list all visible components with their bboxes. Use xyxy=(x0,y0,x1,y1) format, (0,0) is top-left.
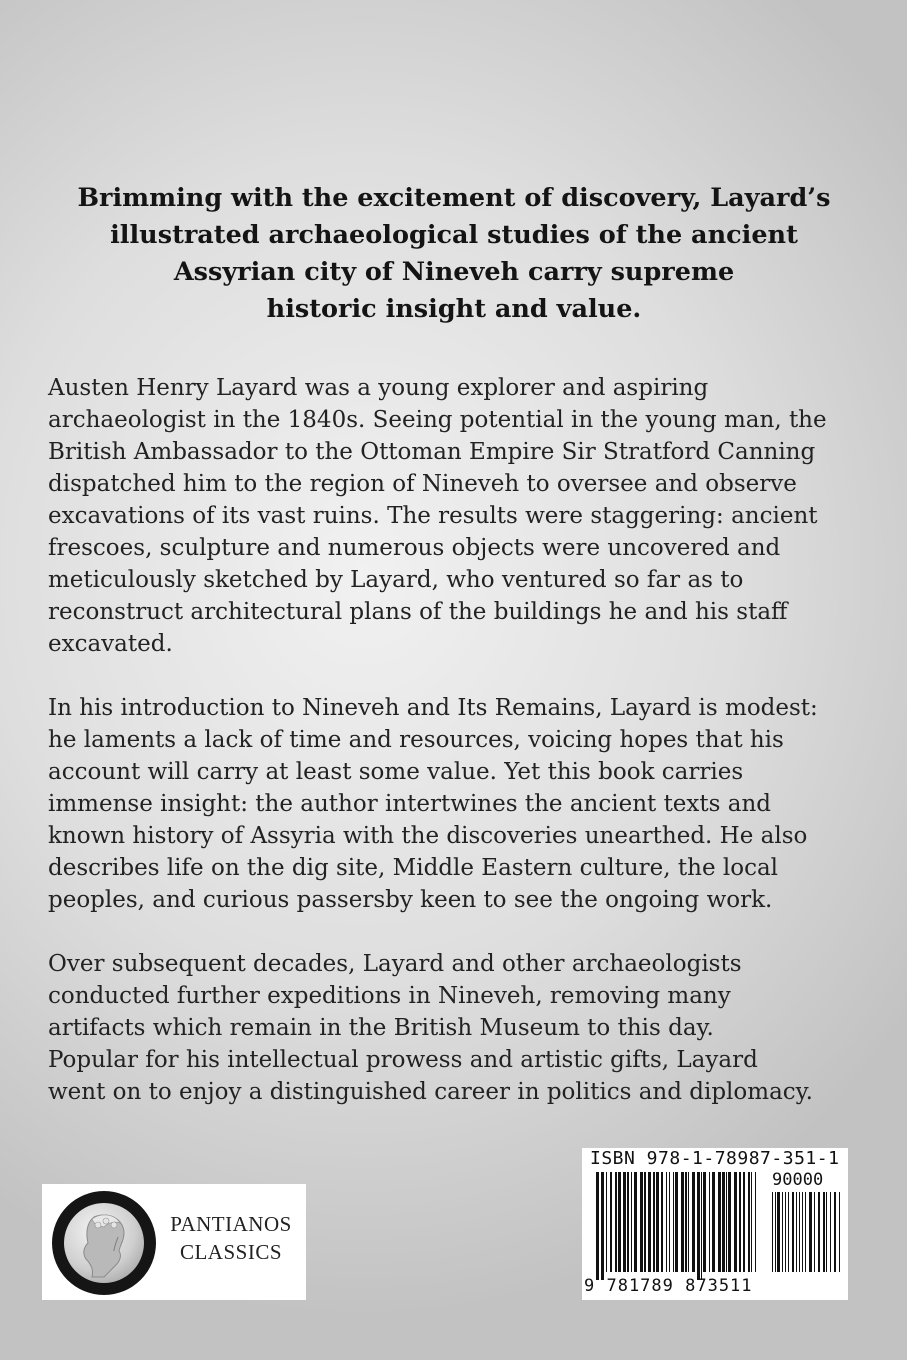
barcode-bar xyxy=(644,1172,646,1272)
barcode-bar xyxy=(748,1172,750,1272)
barcode-bar xyxy=(681,1172,684,1272)
barcode-bar xyxy=(610,1172,612,1272)
barcode-bar xyxy=(627,1172,629,1272)
barcode-bar xyxy=(805,1192,806,1272)
barcode-bar xyxy=(739,1172,741,1272)
blurb-line: meticulously sketched by Layard, who ventured so far as to xyxy=(48,567,744,593)
barcode-bar xyxy=(601,1172,604,1280)
blurb-line: reconstruct architectural plans of the buildings he and his staff xyxy=(48,599,788,625)
barcode-bar xyxy=(648,1172,651,1272)
blurb-line: British Ambassador to the Ottoman Empire Sir Stratford Canning xyxy=(48,439,816,465)
barcode-bar xyxy=(606,1172,607,1272)
headline-line: illustrated archaeological studies of the ancient xyxy=(110,220,798,250)
blurb-line: archaeologist in the 1840s. Seeing potential in the young man, the xyxy=(48,407,827,433)
barcode-bar xyxy=(703,1172,706,1272)
coin-face xyxy=(64,1203,144,1283)
barcode-bar xyxy=(640,1172,643,1272)
barcode-bar xyxy=(688,1172,689,1272)
barcode-bar xyxy=(782,1192,783,1272)
barcode-bar xyxy=(834,1192,836,1272)
barcode-bar xyxy=(726,1172,727,1272)
publisher-name-line-1: PANTIANOS xyxy=(170,1212,292,1236)
publisher-name-line-2: CLASSICS xyxy=(179,1240,283,1264)
barcode-bar xyxy=(799,1192,800,1272)
barcode-bar xyxy=(772,1192,773,1272)
blurb-paragraph-1 xyxy=(48,372,878,660)
barcode-bar xyxy=(755,1172,756,1272)
barcode-bar xyxy=(792,1192,794,1272)
barcode-bar xyxy=(818,1192,820,1272)
barcode-bar xyxy=(656,1172,659,1272)
ean-digits: 9 781789 873511 xyxy=(584,1276,753,1296)
barcode-bar xyxy=(734,1172,737,1272)
barcode-bar xyxy=(718,1172,721,1272)
barcode-bar xyxy=(809,1192,812,1272)
blurb-line: In his introduction to Nineveh and Its Remains, Layard is modest: xyxy=(48,695,818,721)
blurb-line: account will carry at least some value. Yet this book carries xyxy=(48,759,744,785)
blurb-line: artifacts which remain in the British Museum to this day. xyxy=(48,1015,714,1041)
barcode-bar xyxy=(669,1172,670,1272)
blurb-line: peoples, and curious passersby keen to see the ongoing work. xyxy=(48,887,773,913)
barcode-bar xyxy=(661,1172,663,1272)
classical-coin-profile-icon xyxy=(52,1191,156,1295)
barcode-bar xyxy=(777,1192,780,1272)
barcode-bar xyxy=(685,1172,687,1272)
barcode-bar xyxy=(615,1172,617,1272)
blurb-line: conducted further expeditions in Nineveh, removing many xyxy=(48,983,731,1009)
blurb-line: known history of Assyria with the discoveries unearthed. He also xyxy=(48,823,808,849)
barcode-bar xyxy=(788,1192,789,1272)
headline xyxy=(40,180,868,328)
barcode-bar xyxy=(701,1172,702,1280)
barcode-bar xyxy=(802,1192,803,1272)
barcode-bar xyxy=(623,1172,626,1272)
blurb-line: went on to enjoy a distinguished career in politics and diplomacy. xyxy=(48,1079,813,1105)
barcode-bar xyxy=(826,1192,827,1272)
barcode-bar xyxy=(796,1192,797,1272)
blurb-line: Popular for his intellectual prowess and artistic gifts, Layard xyxy=(48,1047,758,1073)
blurb-paragraph-2 xyxy=(48,692,878,916)
barcode-bar xyxy=(830,1192,831,1272)
barcode-bar xyxy=(596,1172,599,1280)
barcode-bar xyxy=(743,1172,745,1272)
blurb-body xyxy=(48,372,878,1140)
blurb-paragraph-3 xyxy=(48,948,878,1108)
blurb-line: frescoes, sculpture and numerous objects were uncovered and xyxy=(48,535,781,561)
blurb-line: immense insight: the author intertwines the ancient texts and xyxy=(48,791,771,817)
blurb-line: dispatched him to the region of Nineveh to oversee and observe xyxy=(48,471,797,497)
blurb-line: excavations of its vast ruins. The results were staggering: ancient xyxy=(48,503,818,529)
barcode-bar xyxy=(675,1172,678,1272)
barcode-bar xyxy=(823,1192,825,1272)
barcode-bar xyxy=(785,1192,786,1272)
headline-line: Brimming with the excitement of discovery, Layard’s xyxy=(77,183,831,213)
barcode-bar xyxy=(722,1172,725,1272)
barcode-bar xyxy=(618,1172,621,1272)
barcode-bar xyxy=(653,1172,655,1272)
barcode-bar xyxy=(631,1172,632,1272)
barcode-bar xyxy=(728,1172,731,1272)
barcode-bar xyxy=(634,1172,637,1272)
blurb-line: describes life on the dig site, Middle Eastern culture, the local xyxy=(48,855,779,881)
barcode-bar xyxy=(673,1172,674,1272)
barcode-bar xyxy=(775,1192,776,1272)
publisher-logo xyxy=(42,1184,306,1300)
barcode-bar xyxy=(814,1192,815,1272)
barcode-bar xyxy=(751,1172,752,1272)
headline-line: Assyrian city of Nineveh carry supreme xyxy=(173,257,735,287)
barcode-bar xyxy=(712,1172,715,1272)
blurb-line: Austen Henry Layard was a young explorer and aspiring xyxy=(48,375,709,401)
barcode-bar xyxy=(839,1192,840,1272)
barcode-bar xyxy=(709,1172,710,1272)
blurb-line: he laments a lack of time and resources, voicing hopes that his xyxy=(48,727,784,753)
barcode-bar xyxy=(697,1172,700,1280)
headline-line: historic insight and value. xyxy=(266,294,642,324)
barcode-bar xyxy=(692,1172,695,1272)
isbn-barcode xyxy=(582,1148,848,1300)
price-code: 90000 xyxy=(772,1170,824,1190)
isbn-label: ISBN 978-1-78987-351-1 xyxy=(590,1148,840,1169)
blurb-line: excavated. xyxy=(48,631,173,657)
blurb-line: Over subsequent decades, Layard and other archaeologists xyxy=(48,951,742,977)
barcode-bar xyxy=(666,1172,667,1272)
profile-relief xyxy=(64,1203,144,1283)
